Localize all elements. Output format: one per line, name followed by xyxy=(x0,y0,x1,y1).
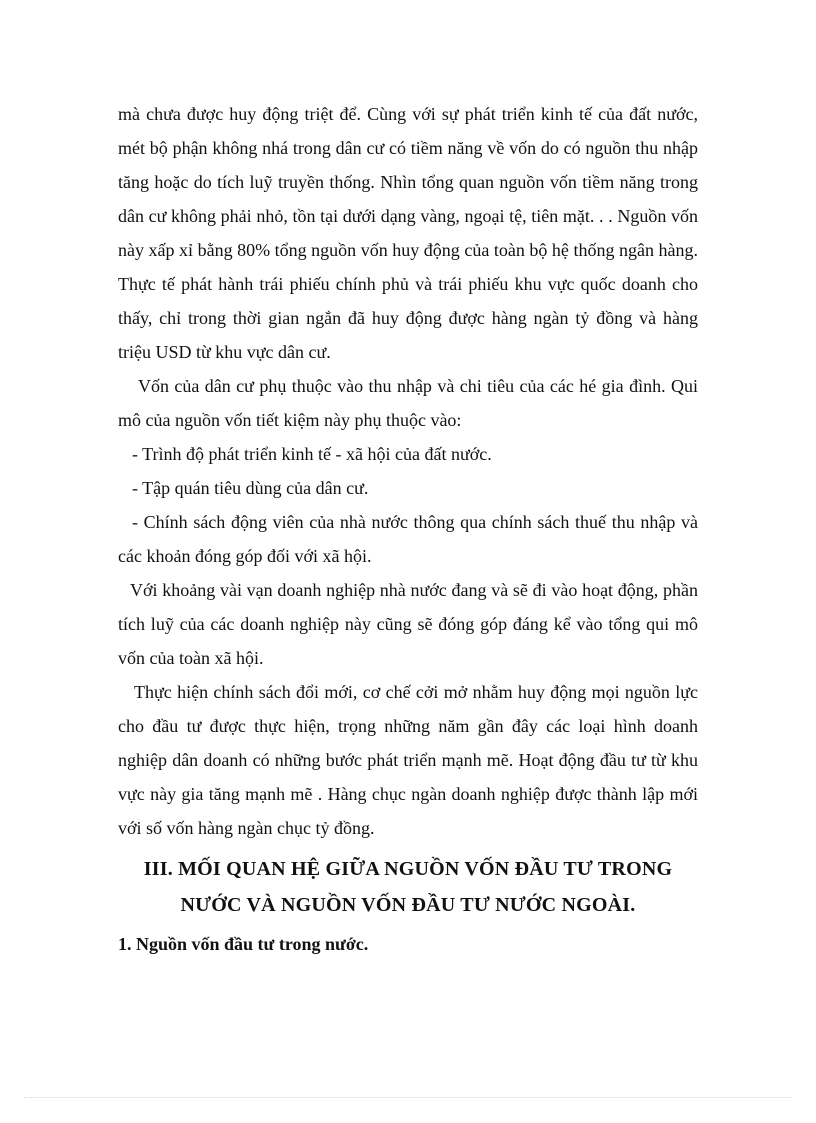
section-heading: III. MỐI QUAN HỆ GIỮA NGUỒN VỐN ĐẦU TƯ TRONG NƯỚC VÀ NGUỒN VỐN ĐẦU TƯ NƯỚC NGOÀI. xyxy=(143,858,673,916)
subsection-heading: 1. Nguồn vốn đầu tư trong nước. xyxy=(118,934,369,954)
paragraph-private-enterprises: Thực hiện chính sách đổi mới, cơ chế cởi mở nhằm huy động mọi nguồn lực cho đầu tư được thực hiện, trọng những năm gần đây các loại hình doanh nghiệp dân doanh có những bước phát triển mạnh mẽ. Hoạt động đầu tư từ khu vực này gia tăng mạnh mẽ . Hàng chục ngàn doanh nghiệp được thành lập mới với số vốn hàng ngàn chục tỷ đồng. xyxy=(118,682,698,838)
document-body xyxy=(118,97,698,961)
list-item-consumption-habits: - Tập quán tiêu dùng của dân cư. xyxy=(132,478,369,498)
paragraph-household-savings: Vốn của dân cư phụ thuộc vào thu nhập và chi tiêu của các hé gia đình. Qui mô của nguồn vốn tiết kiệm này phụ thuộc vào: xyxy=(118,376,698,430)
list-item-economic-level: - Trình độ phát triển kinh tế - xã hội của đất nước. xyxy=(132,444,492,464)
page-bottom-divider xyxy=(24,1097,792,1098)
list-item-state-policy: - Chính sách động viên của nhà nước thông qua chính sách thuế thu nhập và các khoản đóng góp đối với xã hội. xyxy=(118,512,698,566)
paragraph-state-enterprises: Với khoảng vài vạn doanh nghiệp nhà nước đang và sẽ đi vào hoạt động, phần tích luỹ của các doanh nghiệp này cũng sẽ đóng góp đáng kể vào tổng qui mô vốn của toàn xã hội. xyxy=(118,580,698,668)
paragraph-household-capital: mà chưa được huy động triệt để. Cùng với sự phát triển kinh tế của đất nước, mét bộ phận không nhá trong dân cư có tiềm năng về vốn do có nguồn thu nhập tăng hoặc do tích luỹ truyền thống. Nhìn tổng quan nguồn vốn tiềm năng trong dân cư không phải nhỏ, tồn tại dưới dạng vàng, ngoại tệ, tiên mặt. . . Nguồn vốn này xấp xỉ bằng 80% tổng nguồn vốn huy động của toàn bộ hệ thống ngân hàng. Thực tế phát hành trái phiếu chính phủ và trái phiếu khu vực quốc doanh cho thấy, chỉ trong thời gian ngắn đã huy động được hàng ngàn tỷ đồng và hàng triệu USD từ khu vực dân cư. xyxy=(118,104,698,362)
